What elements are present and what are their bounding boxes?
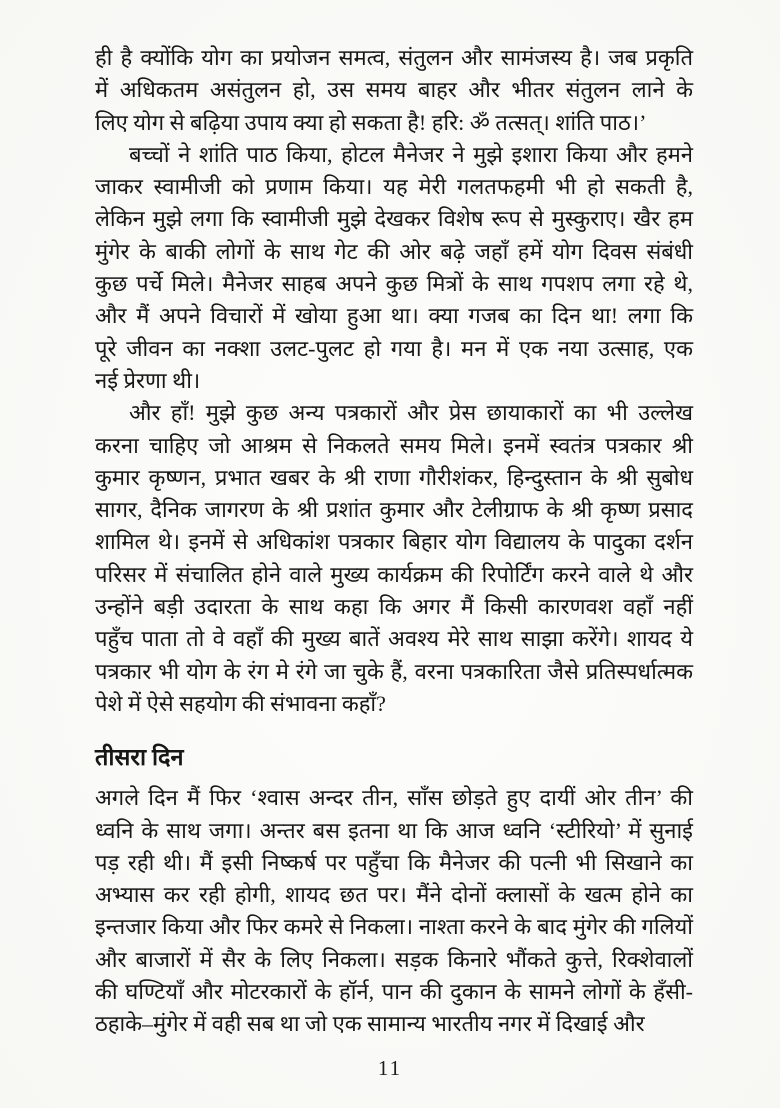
paragraph xyxy=(95,139,693,397)
text-line: और हाँ! मुझे कुछ अन्य पत्रकारों और प्रेस छायाकारों का भी उल्लेख xyxy=(129,400,693,426)
text-line: अगले दिन मैं फिर ‘श्वास अन्दर तीन, साँस छोड़ते हुए दायीं ओर तीन’ की xyxy=(95,785,693,811)
text-line: ही है क्योंकि योग का प्रयोजन समत्व, संतुलन और सामंजस्य है। जब प्रकृति xyxy=(95,45,693,70)
text-line: पहुँच पाता तो वे वहाँ की मुख्य बातें अवश्य मेरे साथ साझा करेंगे। शायद ये xyxy=(95,626,693,652)
text-line: नई प्रेरणा थी। xyxy=(95,367,201,393)
text-line: की घण्टियाँ और मोटरकारों के हॉर्न, पान की दुकान के सामने लोगों के हँसी- xyxy=(95,979,693,1005)
text-line: पत्रकार भी योग के रंग मे रंगे जा चुके हैं, वरना पत्रकारिता जैसे प्रतिस्पर्धात्मक xyxy=(95,658,693,684)
text-line: जाकर स्वामीजी को प्रणाम किया। यह मेरी गलतफहमी भी हो सकती है, xyxy=(95,174,693,200)
text-line: और बाजारों में सैर के लिए निकला। सड़क किनारे भौंकते कुत्ते, रिक्शेवालों xyxy=(95,946,693,972)
text-line: इन्तजार किया और फिर कमरे से निकला। नाश्ता करने के बाद मुंगेर की गलियों xyxy=(95,914,693,940)
text-line: पड़ रही थी। मैं इसी निष्कर्ष पर पहुँचा कि मैनेजर की पत्नी भी सिखाने का xyxy=(95,849,693,875)
text-line: पेशे में ऐसे सहयोग की संभावना कहाँ? xyxy=(95,690,386,716)
text-line: परिसर में संचालित होने वाले मुख्य कार्यक्रम की रिपोर्टिंग करने वाले थे और xyxy=(95,561,693,587)
text-line: उन्होंने बड़ी उदारता के साथ कहा कि अगर मैं किसी कारणवश वहाँ नहीं xyxy=(95,594,693,620)
text-line: कुमार कृष्णन, प्रभात खबर के श्री राणा गौरीशंकर, हिन्दुस्तान के श्री सुबोध xyxy=(95,464,693,490)
paragraph xyxy=(95,782,693,1040)
paragraph xyxy=(95,42,693,139)
text-line: अभ्यास कर रही होगी, शायद छत पर। मैंने दोनों क्लासों के खत्म होने का xyxy=(95,882,693,908)
text-line: शामिल थे। इनमें से अधिकांश पत्रकार बिहार योग विद्यालय के पादुका दर्शन xyxy=(95,529,693,555)
text-line: लेकिन मुझे लगा कि स्वामीजी मुझे देखकर विशेष रूप से मुस्कुराए। खैर हम xyxy=(95,206,693,232)
text-line: कुछ पर्चे मिले। मैनेजर साहब अपने कुछ मित्रों के साथ गपशप लगा रहे थे, xyxy=(95,271,693,297)
text-line: सागर, दैनिक जागरण के श्री प्रशांत कुमार और टेलीग्राफ के श्री कृष्ण प्रसाद xyxy=(95,497,693,523)
section-heading: तीसरा दिन xyxy=(95,745,184,772)
text-line: बच्चों ने शांति पाठ किया, होटल मैनेजर ने मुझे इशारा किया और हमने xyxy=(129,141,693,167)
text-line: और मैं अपने विचारों में खोया हुआ था। क्या गजब का दिन था! लगा कि xyxy=(95,303,693,329)
page-number: 11 xyxy=(377,1056,403,1080)
text-line: ठहाके–मुंगेर में वही सब था जो एक सामान्य भारतीय नगर में दिखाई और xyxy=(95,1011,645,1037)
text-line: लिए योग से बढ़िया उपाय क्या हो सकता है! हरि: ॐ तत्सत्। शांति पाठ।’ xyxy=(95,109,647,135)
text-line: पूरे जीवन का नक्शा उलट-पुलट हो गया है। मन में एक नया उत्साह, एक xyxy=(95,335,693,361)
text-line: में अधिकतम असंतुलन हो, उस समय बाहर और भीतर संतुलन लाने के xyxy=(95,77,693,103)
text-line: मुंगेर के बाकी लोगों के साथ गेट की ओर बढ़े जहाँ हमें योग दिवस संबंधी xyxy=(95,238,693,264)
text-line: ध्वनि के साथ जगा। अन्तर बस इतना था कि आज ध्वनि ‘स्टीरियो’ में सुनाई xyxy=(95,817,693,843)
page-text xyxy=(95,42,693,1041)
paragraph xyxy=(95,397,693,720)
text-line: करना चाहिए जो आश्रम से निकलते समय मिले। इनमें स्वतंत्र पत्रकार श्री xyxy=(95,432,693,458)
